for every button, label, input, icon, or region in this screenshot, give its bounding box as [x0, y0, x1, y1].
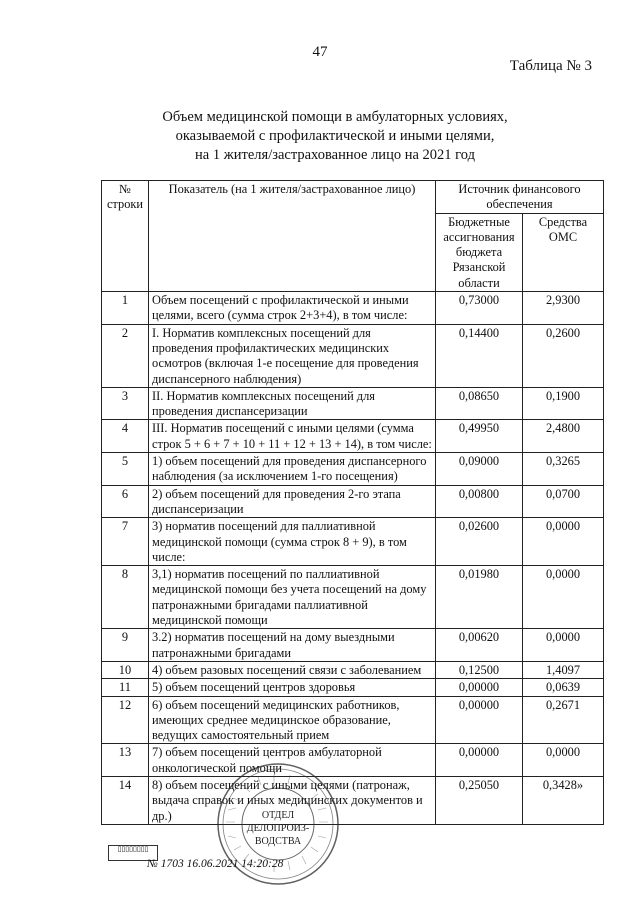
row-number-cell: 13: [102, 744, 149, 777]
header-oms: Средства ОМС: [523, 213, 604, 291]
corner-stamp: ▯▯▯▯▯▯▯▯: [108, 845, 158, 861]
indicator-cell: 2) объем посещений для проведения 2-го этапа диспансеризации: [149, 485, 436, 518]
indicator-cell: 1) объем посещений для проведения диспансерного наблюдения (за исключением 1-го посещения): [149, 453, 436, 486]
page-number: 47: [312, 44, 328, 60]
indicator-cell: 8) объем посещений с иными целями (патронаж, выдача справок и иных медицинских документов и др.): [149, 776, 436, 824]
oms-value-cell: 0,1900: [523, 387, 604, 420]
indicator-cell: 6) объем посещений медицинских работников, имеющих среднее медицинское образование, ведущих самостоятельный прием: [149, 696, 436, 744]
table-row: [102, 387, 604, 420]
indicator-cell: 4) объем разовых посещений связи с заболеванием: [149, 661, 436, 678]
table-row: [102, 453, 604, 486]
table-row: [102, 518, 604, 566]
budget-value-cell: 0,49950: [436, 420, 523, 453]
table-row: [102, 776, 604, 824]
table-row: [102, 566, 604, 629]
oms-value-cell: 2,9300: [523, 292, 604, 325]
svg-text:ВОДСТВА: ВОДСТВА: [254, 836, 302, 847]
indicator-cell: 7) объем посещений центров амбулаторной онкологической помощи: [149, 744, 436, 777]
oms-value-cell: 0,2600: [523, 324, 604, 387]
row-number-cell: 4: [102, 420, 149, 453]
table-row: [102, 744, 604, 777]
budget-value-cell: 0,09000: [436, 453, 523, 486]
budget-value-cell: 0,08650: [436, 387, 523, 420]
oms-value-cell: 0,0639: [523, 679, 604, 696]
table-row: [102, 661, 604, 678]
oms-value-cell: 2,4800: [523, 420, 604, 453]
row-number-cell: 9: [102, 629, 149, 662]
budget-value-cell: 0,00000: [436, 744, 523, 777]
row-number-cell: 5: [102, 453, 149, 486]
oms-value-cell: 1,4097: [523, 661, 604, 678]
oms-value-cell: 0,2671: [523, 696, 604, 744]
header-row-number: № строки: [102, 181, 149, 292]
budget-value-cell: 0,14400: [436, 324, 523, 387]
budget-value-cell: 0,73000: [436, 292, 523, 325]
table-row: [102, 420, 604, 453]
table-row: [102, 485, 604, 518]
row-number-cell: 3: [102, 387, 149, 420]
oms-value-cell: 0,0000: [523, 744, 604, 777]
budget-value-cell: 0,12500: [436, 661, 523, 678]
table-row: [102, 696, 604, 744]
indicator-cell: III. Норматив посещений с иными целями (сумма строк 5 + 6 + 7 + 10 + 11 + 12 + 13 + 14), в том числе:: [149, 420, 436, 453]
indicator-cell: I. Норматив комплексных посещений для проведения профилактических медицинских осмотров (включая 1-е посещение для проведения диспансерного наблюдения): [149, 324, 436, 387]
header-budget: Бюджетные ассигнования бюджета Рязанской области: [436, 213, 523, 291]
svg-text:ОТДЕЛ: ОТДЕЛ: [261, 810, 295, 821]
title-line-2: оказываемой с профилактической и иными целями,: [175, 128, 495, 144]
table-row: [102, 324, 604, 387]
oms-value-cell: 0,0700: [523, 485, 604, 518]
row-number-cell: 8: [102, 566, 149, 629]
oms-value-cell: 0,0000: [523, 518, 604, 566]
budget-value-cell: 0,00800: [436, 485, 523, 518]
indicator-cell: 3,1) норматив посещений по паллиативной медицинской помощи без учета посещений на дому патронажными бригадами паллиативной медицинской помощи: [149, 566, 436, 629]
table-row: [102, 679, 604, 696]
volume-table: [101, 180, 604, 825]
indicator-cell: 5) объем посещений центров здоровья: [149, 679, 436, 696]
row-number-cell: 6: [102, 485, 149, 518]
registration-mark: № 1703 16.06.2021 14:20:28: [147, 858, 284, 870]
budget-value-cell: 0,00000: [436, 696, 523, 744]
oms-value-cell: 0,0000: [523, 566, 604, 629]
budget-value-cell: 0,01980: [436, 566, 523, 629]
row-number-cell: 10: [102, 661, 149, 678]
budget-value-cell: 0,02600: [436, 518, 523, 566]
document-title: [120, 108, 550, 165]
oms-value-cell: 0,0000: [523, 629, 604, 662]
table-row: [102, 629, 604, 662]
header-indicator: Показатель (на 1 жителя/застрахованное лицо): [149, 181, 436, 292]
title-line-3: на 1 жителя/застрахованное лицо на 2021 год: [195, 147, 475, 163]
oms-value-cell: 0,3265: [523, 453, 604, 486]
oms-value-cell: 0,3428»: [523, 776, 604, 824]
table-row: [102, 292, 604, 325]
budget-value-cell: 0,00000: [436, 679, 523, 696]
table-label: Таблица № 3: [509, 58, 592, 74]
budget-value-cell: 0,25050: [436, 776, 523, 824]
indicator-cell: II. Норматив комплексных посещений для проведения диспансеризации: [149, 387, 436, 420]
row-number-cell: 12: [102, 696, 149, 744]
budget-value-cell: 0,00620: [436, 629, 523, 662]
row-number-cell: 7: [102, 518, 149, 566]
indicator-cell: 3.2) норматив посещений на дому выездными патронажными бригадами: [149, 629, 436, 662]
title-line-1: Объем медицинской помощи в амбулаторных условиях,: [162, 109, 508, 125]
row-number-cell: 1: [102, 292, 149, 325]
row-number-cell: 2: [102, 324, 149, 387]
indicator-cell: Объем посещений с профилактической и иными целями, всего (сумма строк 2+3+4), в том числе:: [149, 292, 436, 325]
row-number-cell: 11: [102, 679, 149, 696]
indicator-cell: 3) норматив посещений для паллиативной медицинской помощи (сумма строк 8 + 9), в том числе:: [149, 518, 436, 566]
svg-text:ДЕЛОПРОИЗ-: ДЕЛОПРОИЗ-: [246, 823, 310, 834]
header-funding-source: Источник финансового обеспечения: [436, 181, 604, 214]
row-number-cell: 14: [102, 776, 149, 824]
